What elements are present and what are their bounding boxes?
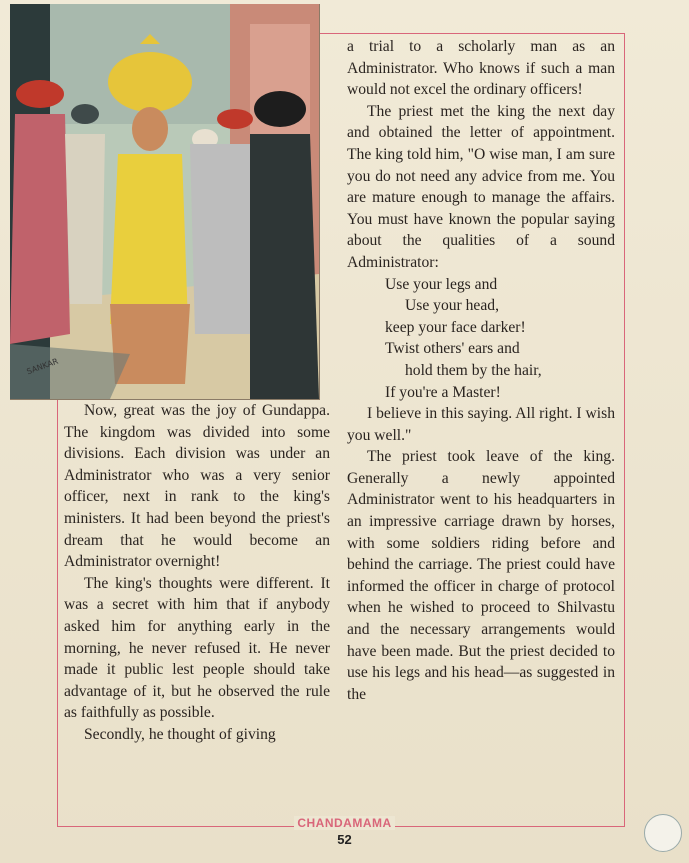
right-column — [347, 36, 615, 705]
verse-block — [347, 274, 615, 404]
left-column — [64, 400, 330, 746]
verse-line: If you're a Master! — [385, 383, 501, 401]
paragraph: The priest took leave of the king. Generally a newly appointed Administrator went to his headquarters in an impressive carriage drawn by horses, with some soldiers riding before and behind the carriage. The priest could have informed the officer in charge of protocol when he wished to proceed to Shilvastu and the necessary arrangements would have been made. But the priest decided to use his legs and his head—as suggested in the — [347, 448, 615, 703]
verse-line: keep your face darker! — [385, 318, 526, 336]
verse-line: hold them by the hair, — [405, 361, 542, 379]
paragraph: I believe in this saying. All right. I wish you well." — [347, 405, 615, 444]
story-illustration — [10, 4, 320, 400]
paragraph: The priest met the king the next day and obtained the letter of appointment. The king told him, "O wise man, I am sure you do not need any advice from me. You are mature enough to manage the affairs. You must have known the popular saying about the qualities of a sound Administrator: — [347, 102, 615, 271]
brand-text: CHANDAMAMA — [294, 816, 394, 830]
archive-stamp-icon — [644, 814, 682, 852]
paragraph: Secondly, he thought of giving — [84, 725, 276, 743]
page-number: 52 — [337, 832, 352, 847]
paragraph: The king's thoughts were different. It was a secret with him that if anybody asked him for anything early in the morning, he never refused it. He never made it public lest people should take advantage of it, but he observed the rule as faithfully as possible. — [64, 574, 330, 722]
paragraph: a trial to a scholarly man as an Administrator. Who knows if such a man would not excel the ordinary officers! — [347, 38, 615, 99]
verse-line: Use your head, — [405, 297, 499, 315]
verse-line: Twist others' ears and — [385, 340, 520, 358]
verse-line: Use your legs and — [385, 275, 498, 293]
magazine-brand — [0, 816, 689, 830]
paragraph: Now, great was the joy of Gundappa. The kingdom was divided into some divisions. Each division was under an Administrator who was a very senior officer, next in rank to the king's ministers. It had been beyond the priest's dream that he would become an Administrator overnight! — [64, 402, 330, 571]
artist-signature: SANKAR — [25, 356, 60, 377]
